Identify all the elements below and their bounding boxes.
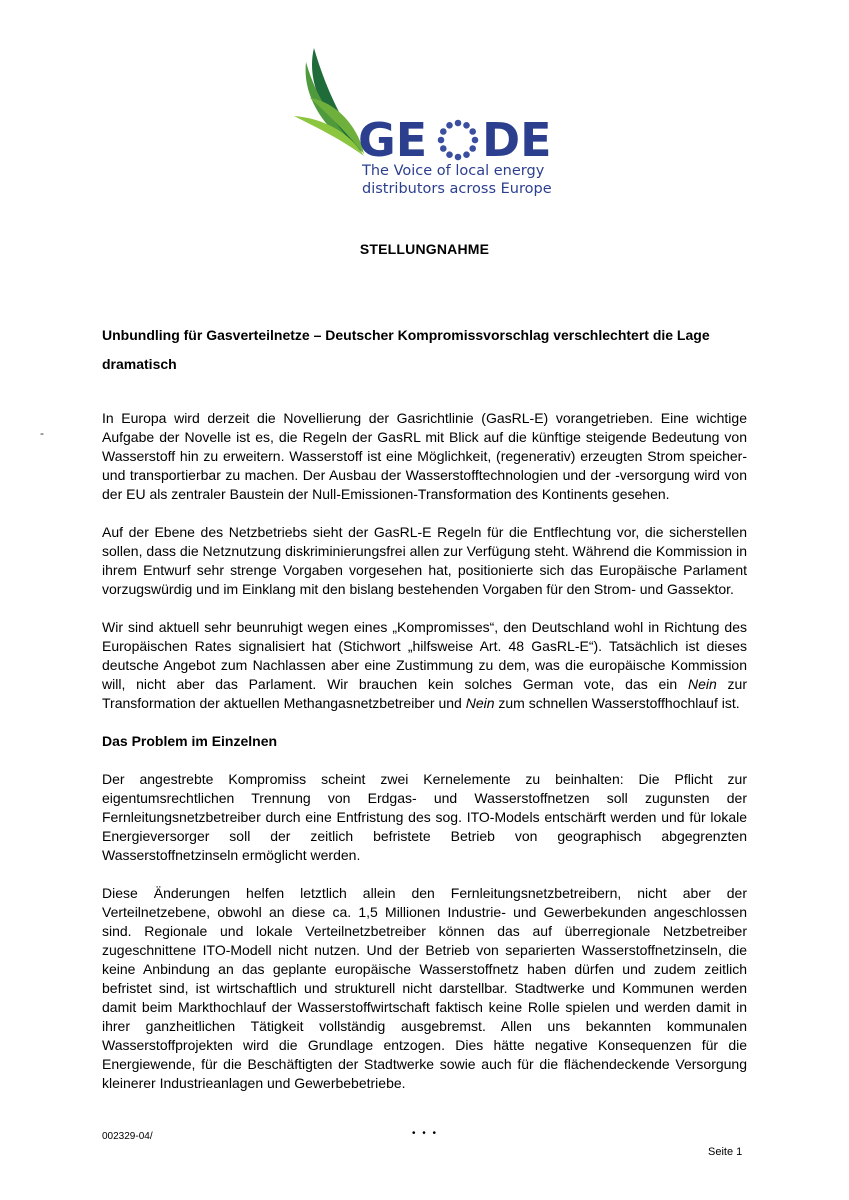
- paragraph-1: In Europa wird derzeit die Novellierung der Gasrichtlinie (GasRL-E) vorangetrieben. Eine wichtige Aufgabe der Novelle ist es, die Regeln der GasRL mit Blick auf die künftige steigende Bedeutung von Wasserstoff hin zu erweitern. Wasserstoff ist eine Möglichkeit, (regenerativ) erzeugten Strom speicher- und transportierbar zu machen. Der Ausbau der Wasserstofftechnologien und der -versorgung wird von der EU als zentraler Baustein der Null-Emissionen-Transformation des Kontinents gesehen.: [102, 410, 747, 502]
- paragraph-4: Der angestrebte Kompromiss scheint zwei Kernelemente zu beinhalten: Die Pflicht zur eigentumsrechtlichen Trennung von Erdgas- und Wasserstoffnetzen soll zugunsten der Fernleitungsnetzbetreiber durch eine Entfristung des sog. ITO-Models entschärft werden und für lokale Energieversorger soll der zeitlich befristete Betrieb von geographisch abgegrenzten Wasserstoffnetzinseln ermöglicht werden.: [102, 771, 747, 863]
- eu-star-ring: [438, 120, 479, 161]
- paragraph-2: Auf der Ebene des Netzbetriebs sieht der GasRL-E Regeln für die Entflechtung vor, die sicherstellen sollen, dass die Netznutzung diskriminierungsfrei allen zur Verfügung steht. Während die Kommission in ihrem Entwurf sehr strenge Vorgaben vorgesehen hat, positionierte sich das Europäische Parlament vorzugswürdig und im Einklang mit den bislang bestehenden Vorgaben für den Strom- und Gassektor.: [102, 524, 747, 597]
- emphasis-nein-2: Nein: [465, 695, 495, 711]
- wordmark-ge: GE: [358, 113, 428, 167]
- paragraph-3-part-a: Wir sind aktuell sehr beunruhigt wegen eines „Kompromisses“, den Deutschland wohl in Richtung des Europäischen Rates signalisiert hat (Stichwort „hilfsweise Art. 48 GasRL-E“). Tatsächlich ist dieses deutsche Angebot zum Nachlassen aber eine Zustimmung zu dem, was die europäische Kommission will, nicht aber das Parlament. Wir brauchen kein solches German vote, das ein: [102, 619, 747, 692]
- document-id: 002329-04/: [102, 1131, 153, 1142]
- paragraph-5: Diese Änderungen helfen letztlich allein den Fernleitungsnetzbetreibern, nicht aber der Verteilnetzebene, obwohl an diese ca. 1,5 Millionen Industrie- und Gewerbekunden angeschlossen sind. Regionale und lokale Verteilnetzbetreiber können das auf überregionale Netzbetreiber zugeschnittene ITO-Modell nicht nutzen. Und der Betrieb von separierten Wasserstoffnetzinseln, die keine Anbindung an das geplante europäische Wasserstoffnetz haben dürfen und zudem zeitlich befristet sind, ist wirtschaftlich und strukturell nicht darstellbar. Stadtwerke und Kommunen werden damit beim Markthochlauf der Wasserstoffwirtschaft faktisch keine Rolle spielen und werden damit in ihrer ganzheitlichen Tätigkeit vollständig ausgebremst. Allen uns bekannten kommunalen Wasserstoffprojekten wird die Grundlage entzogen. Dies hätte negative Konsequenzen für die Energiewende, für die Beschäftigten der Stadtwerke sowie auch für die flächendeckende Versorgung kleinerer Industrieanlagen und Gewerbebetriebe.: [102, 885, 747, 1091]
- document-headline: Unbundling für Gasverteilnetze – Deutscher Kompromissvorschlag verschlechtert die Lage dramatisch: [102, 327, 710, 372]
- logo-tagline: [362, 162, 562, 198]
- emphasis-nein-1: Nein: [687, 676, 717, 692]
- margin-mark: -: [40, 426, 44, 440]
- tagline-line-2: distributors across Europe: [362, 181, 552, 197]
- document-body: [102, 409, 747, 1112]
- paragraph-3-part-b: zur Transformation der aktuellen Methangasnetzbetreiber und: [102, 676, 748, 711]
- paragraph-3: [102, 618, 747, 713]
- page-number: Seite 1: [708, 1146, 743, 1158]
- document-type: STELLUNGNAHME: [359, 241, 490, 257]
- section-heading: Das Problem im Einzelnen: [102, 733, 278, 749]
- page-dots: • • •: [412, 1128, 439, 1139]
- wordmark-de: DE: [482, 113, 552, 167]
- tagline-line-1: The Voice of local energy: [362, 163, 545, 179]
- paragraph-3-part-c: zum schnellen Wasserstoffhochlauf ist.: [494, 695, 740, 711]
